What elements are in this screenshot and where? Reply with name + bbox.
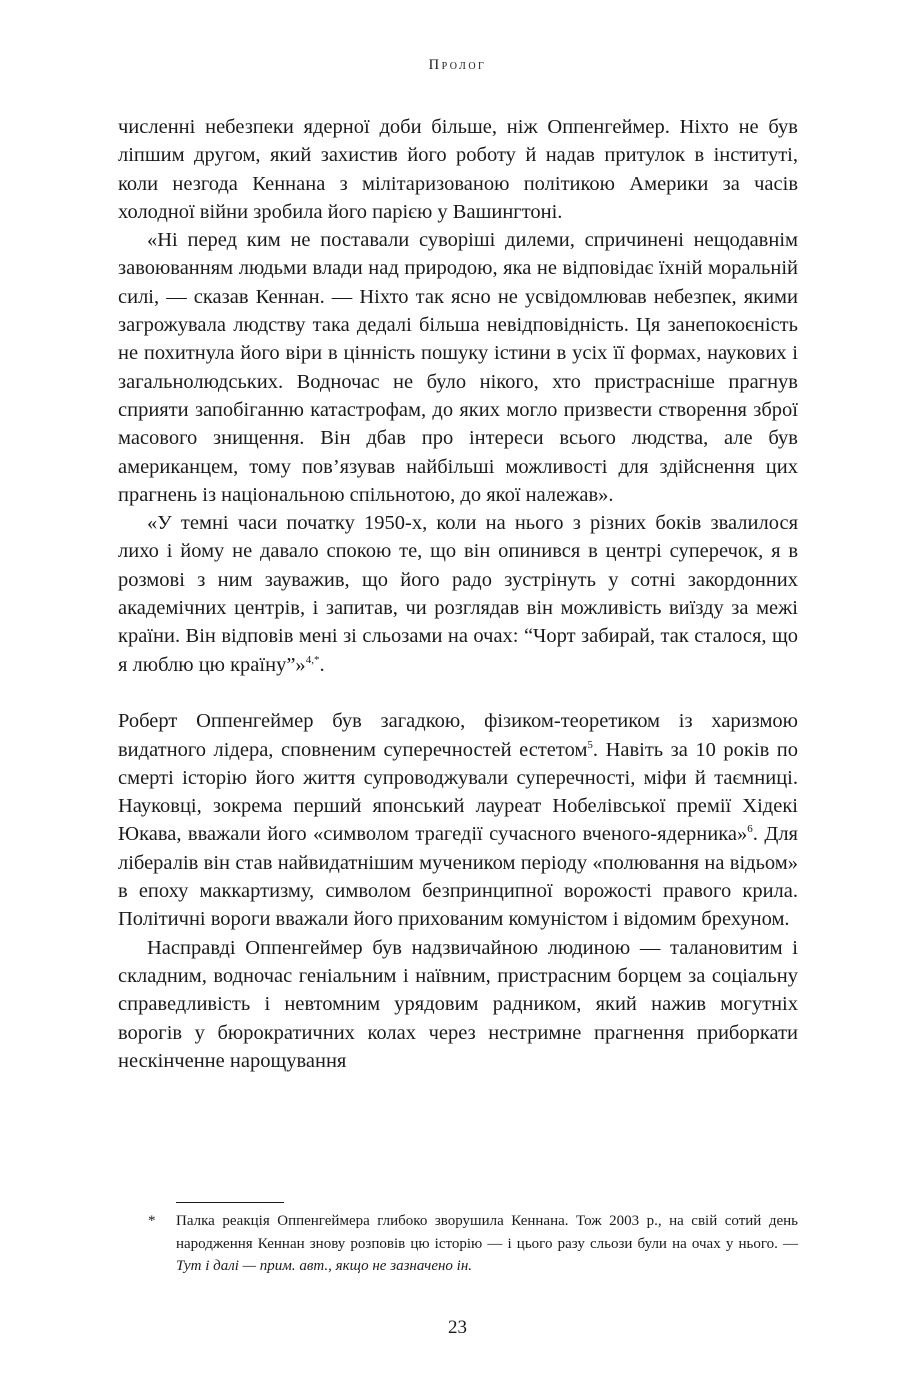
footnote [118,1210,798,1278]
footnote-text: Палка реакція Оппенгеймера глибоко зворушила Кеннана. Тож 2003 р., на свій сотий день народження Кеннан знову розповів цю історію — і цього разу сльози були на очах у нього. — [176,1213,798,1252]
paragraph-3 [118,509,798,679]
paragraph-5: Насправді Оппенгеймер був надзвичайною людиною — талановитим і складним, водночас геніальним і наївним, пристрасним борцем за соціальну справедливість і невтомним урядовим радником, який нажив могутніх ворогів у бюрократичних колах через нестримне прагнення приборкати нескінченне нарощування [118,936,798,1072]
paragraph-4-text: Роберт Оппенгеймер був загадкою, фізиком-теоретиком із харизмою видатного лідера, сповненим суперечностей естетом [118,710,798,761]
paragraph-3-end: . [319,653,325,676]
page-number: 23 [448,1317,467,1338]
paragraph-1: численні небезпеки ядерної доби більше, ніж Оппенгеймер. Ніхто не був ліпшим другом, який захистив його роботу й надав притулок в інституті, коли незгода Кеннана з мілітаризованою політикою Америки за часів холодної війни зробила його парією у Вашингтоні. [118,116,798,223]
footnote-mark: * [148,1213,156,1229]
footnote-divider [176,1202,284,1203]
note-ref-5: 5 [587,738,593,751]
note-ref-6: 6 [747,823,753,836]
footnote-body [176,1210,798,1278]
note-ref-4: 4,* [305,653,320,666]
paragraph-4-cont: . Навіть за 10 років по смерті історію його життя супроводжували суперечності, міфи й таємниці. Науковці, зокрема перший японський лауреат Нобелівської премії Хідекі Юкава, вважали його «символом трагедії сучасного вченого-ядерника» [118,738,798,846]
paragraph-2: «Ні перед ким не поставали суворіші дилеми, спричинені нещодавнім завоюванням людьми влади над природою, яка не відповідає їхній моральній силі, — сказав Кеннан. — Ніхто так ясно не усвідомлював небезпек, якими загрожувала людству така дедалі більша невідповідність. Ця занепокоєність не похитнула його віри в цінність пошуку істини в усіх її формах, наукових і загальнолюдських. Водночас не було нікого, хто пристрасніше прагнув сприяти запобіганню катастрофам, до яких могло призвести створення зброї масового знищення. Він дбав про інтереси всього людства, але був американцем, тому пов’язував найбільші можливості для здійснення цих прагнень із національною спільнотою, до якої належав». [118,229,798,506]
paragraph-4 [118,707,798,933]
paragraph-4-cont2: . Для лібералів він став найвидатнішим мучеником періоду «полювання на відьом» в епоху маккартизму, символом безпринципної ворожості правого крила. Політичні вороги вважали його прихованим комуністом і відомим брехуном. [118,823,798,931]
main-text [118,113,798,1075]
running-title: Пролог [428,57,487,73]
paragraph-3-text: «У темні часи початку 1950-х, коли на нього з різних боків звалилося лихо і йому не давало спокою те, що він опинився в центрі суперечок, я в розмові з ним зауважив, що його радо зустрінуть у сотні закордонних академічних центрів, і запитав, чи розглядав він можливість виїзду за межі країни. Він відповів мені зі сльозами на очах: “Чорт забирай, так сталося, що я люблю цю країну”» [118,512,798,676]
footnote-italic: Тут і далі — прим. авт., якщо не зазначено ін. [176,1258,473,1274]
